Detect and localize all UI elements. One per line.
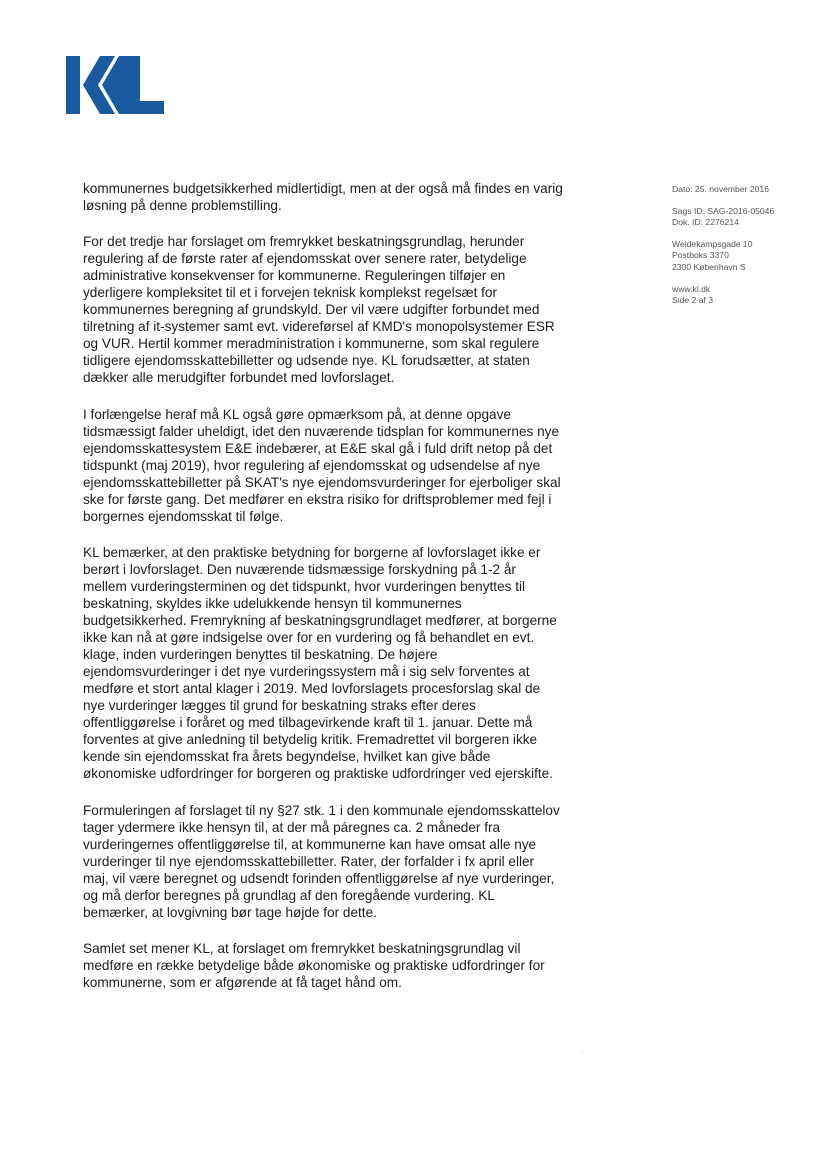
meta-ids-group xyxy=(672,206,812,229)
kl-logo xyxy=(66,56,164,114)
paragraph-1: kommunernes budgetsikkerhed midlertidigt, men at der også må findes en varig løsning på denne problemstilling. xyxy=(83,181,563,214)
meta-date-group xyxy=(672,184,812,196)
paragraph-3: I forlængelse heraf må KL også gøre opmærksom på, at denne opgave tidsmæssigt falder uheldigt, idet den nuværende tidsplan for kommunernes nye ejendomsskattesystem E&E indebærer, at E&E skal gå i fuld drift netop på det tidspunkt (maj 2019), hvor regulering af ejendomsskat og udsendelse af nye ejendomsskattebilletter på SKAT's nye ejendomsvurderinger for ejerboliger skal ske for første gang. Det medfører en ekstra risiko for driftsproblemer med fejl i borgernes ejendomsskat til følge. xyxy=(83,406,561,524)
meta-sags-id: Sags ID: SAG-2016-05046 xyxy=(672,205,775,216)
meta-date: Dato: 25. november 2016 xyxy=(672,184,769,194)
paragraph-5: Formuleringen af forslaget til ny §27 stk. 1 i den kommunale ejendomsskattelov tager ydermere ikke hensyn til, at der må páregnes ca. 2 måneder fra vurderingernes offentliggørelse til, at kommunerne kan have omsat alle nye vurderinger til nye ejendomsskattebilletter. Rater, der forfalder i fx april eller maj, vil være beregnet og udsendt forinden offentliggørelse af nye vurderinger, og må derfor beregnes på grundlag af den foregående vurdering. KL bemærker, at lovgivning bør tage højde for dette. xyxy=(83,802,560,920)
document-meta xyxy=(672,184,812,317)
paragraph-6: Samlet set mener KL, at forslaget om fremrykket beskatningsgrundlag vil medføre en række betydelige både økonomiske og praktiske udfordringer for kommunerne, som er afgørende at få taget hånd om. xyxy=(83,940,545,990)
meta-address-city: 2300 København S xyxy=(672,261,746,272)
paragraph-2: For det tredje har forslaget om fremrykket beskatningsgrundlag, herunder regulering af de første rater af ejendomsskat over senere rater, betydelige administrative konsekvenser for kommunerne. Reguleringen tilføjer en yderligere kompleksitet til et i forvejen teknisk komplekst regelsæt for kommunernes beregning af grundskyld. Der vil være udgifter forbundet med tilretning af it-systemer samt evt. videreførsel af KMD's monopolsystemer ESR og VUR. Hertil kommer meradministration i kommunerne, som skal regulere tidligere ejendomsskattebilletter og udsende nye. KL forudsætter, at staten dækker alle merudgifter forbundet med lovforslaget. xyxy=(83,234,555,386)
kl-logo-mark xyxy=(66,56,164,114)
meta-address-postbox: Postboks 3370 xyxy=(672,250,729,261)
paragraph-4: KL bemærker, at den praktiske betydning for borgerne af lovforslaget ikke er berørt i lovforslaget. Den nuværende tidsmæssige forskydning på 1-2 år mellem vurderingsterminen og det tidspunkt, hvor vurderingen benyttes til beskatning, skyldes ikke udelukkende hensyn til kommunernes budgetsikkerhed. Fremrykning af beskatningsgrundlaget medfører, at borgerne ikke kan nå at gøre indsigelse over for en vurdering og få behandlet en evt. klage, inden vurderingen benyttes til beskatning. De højere ejendomsvurderinger i det nye vurderingssystem må i sig selv forventes at medføre et stort antal klager i 2019. Med lovforslagets procesforslag skal de nye vurderinger lægges til grund for beskatning straks efter deres offentliggørelse i foråret og med tilbagevirkende kraft til 1. januar. Dette må forventes at give anledning til betydelig kritik. Fremadrettet vil borgeren ikke kende sin ejendomsskat fra årets begyndelse, hvilket kan give både økonomiske udfordringer for borgeren og praktiske udfordringer ved ejerskifte. xyxy=(83,544,557,782)
meta-address-street: Weidekampsgade 10 xyxy=(672,238,753,249)
meta-website: www.kl.dk xyxy=(672,283,711,294)
meta-address-group xyxy=(672,239,812,274)
meta-web-group xyxy=(672,284,812,307)
scan-speck xyxy=(582,1052,583,1053)
meta-page-number: Side 2 af 3 xyxy=(672,295,714,306)
meta-dok-id: Dok. ID: 2276214 xyxy=(672,217,739,228)
letter-body xyxy=(83,180,563,1010)
